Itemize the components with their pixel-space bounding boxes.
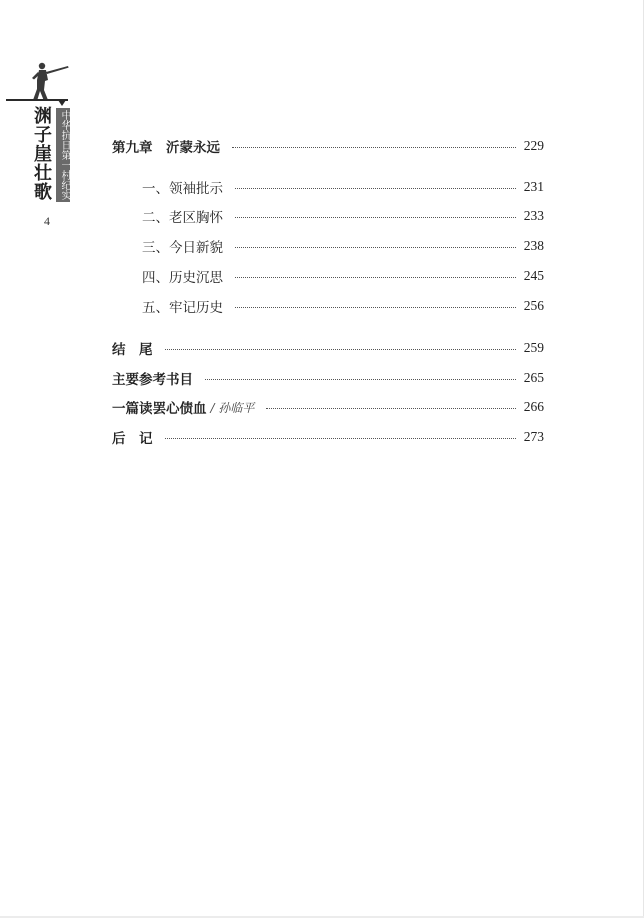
toc-entry-title: 五、牢记历史 [142, 300, 223, 316]
toc-dot-leader [235, 247, 516, 248]
toc-entry-chapter-9[interactable] [112, 137, 544, 155]
toc-dot-leader [235, 277, 516, 278]
toc-entry-afterword[interactable] [112, 428, 544, 446]
toc-entry-page: 245 [523, 268, 544, 283]
toc-entry-title: 二、老区胸怀 [142, 210, 223, 226]
toc-entry-author: / 孙临平 [210, 400, 255, 415]
toc-entry-page: 273 [523, 429, 544, 444]
toc-dot-leader [235, 217, 516, 218]
toc-entry-title: 一、领袖批示 [142, 181, 223, 197]
toc-dot-leader [235, 307, 516, 308]
toc-entry-title: 一篇读罢心债血 [112, 401, 207, 417]
toc-entry-page: 231 [523, 179, 544, 194]
toc-entry-title: 结 尾 [112, 342, 153, 358]
soldier-figure-icon [24, 60, 72, 104]
toc-entry-page: 233 [523, 208, 544, 223]
toc-entry-section-4[interactable] [142, 267, 544, 285]
header-rule-marker [58, 100, 66, 106]
toc-entry-ending[interactable] [112, 339, 544, 357]
book-title: 渊子崖壮歌 [31, 106, 52, 201]
toc-dot-leader [266, 408, 516, 409]
toc-dot-leader [235, 188, 516, 189]
toc-entry-title: 第九章 沂蒙永远 [112, 140, 220, 156]
book-subtitle: 中华抗日第一村纪实 [56, 108, 70, 202]
toc-entry-title: 四、历史沉思 [142, 270, 223, 286]
toc-entry-page: 265 [523, 370, 544, 385]
toc-entry-section-1[interactable] [142, 178, 544, 196]
toc-entry-page: 256 [523, 298, 544, 313]
toc-entry-section-3[interactable] [142, 237, 544, 255]
toc-entry-section-5[interactable] [142, 297, 544, 315]
toc-entry-page: 266 [523, 399, 544, 414]
toc-entry-essay[interactable] [112, 398, 544, 416]
toc-dot-leader [205, 379, 516, 380]
toc-entry-page: 259 [523, 340, 544, 355]
toc-dot-leader [165, 349, 517, 350]
page-number: 4 [44, 214, 50, 228]
toc-entry-bibliography[interactable] [112, 369, 544, 387]
toc-dot-leader [232, 147, 516, 148]
toc-entry-title: 主要参考书目 [112, 372, 193, 388]
toc-entry-section-2[interactable] [142, 207, 544, 225]
toc-dot-leader [165, 438, 517, 439]
toc-entry-title: 后 记 [112, 431, 153, 447]
toc-entry-page: 229 [523, 138, 544, 153]
toc-entry-title: 三、今日新貌 [142, 240, 223, 256]
toc-entry-page: 238 [523, 238, 544, 253]
